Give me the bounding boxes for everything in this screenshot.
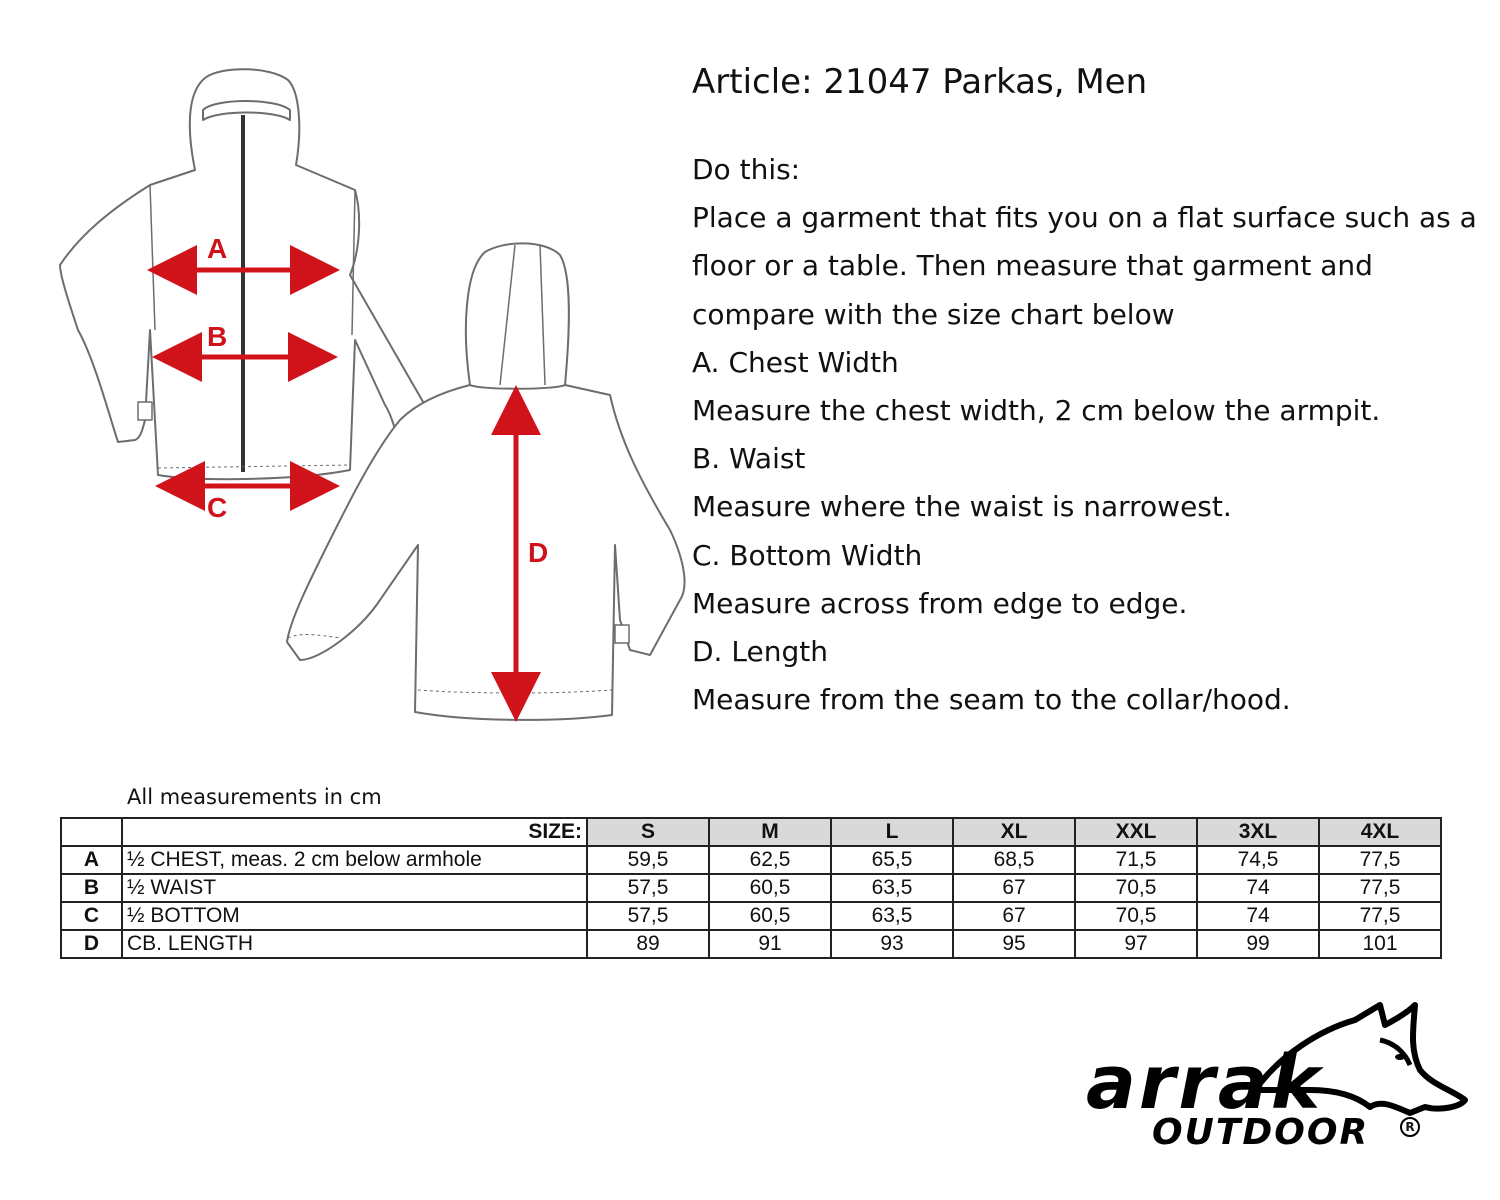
label-d: D: [528, 537, 549, 568]
row-label: ½ WAIST: [122, 874, 587, 902]
table-cell: 74,5: [1197, 846, 1319, 874]
size-header-label: SIZE:: [122, 818, 587, 846]
chest-width-heading: A. Chest Width: [692, 345, 899, 379]
registered-mark: R: [1400, 1117, 1420, 1137]
logo-sub-text: OUTDOOR: [1152, 1112, 1370, 1153]
waist-heading: B. Waist: [692, 442, 806, 476]
row-code: A: [61, 846, 122, 874]
bottom-width-text: Measure across from edge to edge.: [692, 586, 1188, 620]
table-cell: 71,5: [1075, 846, 1197, 874]
table-cell: 77,5: [1319, 902, 1441, 930]
table-cell: 77,5: [1319, 846, 1441, 874]
label-c: C: [207, 492, 228, 523]
row-code: D: [61, 930, 122, 958]
instructions-intro-line: Place a garment that fits you on a flat surface such as a: [692, 201, 1477, 235]
size-chart-table: [60, 817, 1442, 959]
table-cell: 67: [953, 902, 1075, 930]
table-cell: 74: [1197, 874, 1319, 902]
row-label: CB. LENGTH: [122, 930, 587, 958]
table-cell: 74: [1197, 902, 1319, 930]
table-cell: 101: [1319, 930, 1441, 958]
table-cell: 62,5: [709, 846, 831, 874]
instructions-heading: Do this:: [692, 153, 801, 186]
table-cell: 70,5: [1075, 874, 1197, 902]
table-cell: 99: [1197, 930, 1319, 958]
table-cell: 68,5: [953, 846, 1075, 874]
instructions-intro-line: compare with the size chart below: [692, 297, 1175, 331]
table-cell: 97: [1075, 930, 1197, 958]
size-header: 4XL: [1319, 818, 1441, 846]
table-row: [61, 846, 1441, 874]
table-cell: 91: [709, 930, 831, 958]
label-b: B: [207, 321, 228, 352]
row-code: B: [61, 874, 122, 902]
table-cell: 70,5: [1075, 902, 1197, 930]
table-cell: 95: [953, 930, 1075, 958]
instructions-panel: [692, 58, 1482, 724]
table-cell: 57,5: [587, 902, 709, 930]
parka-measurement-diagram: [0, 0, 690, 740]
row-label: ½ CHEST, meas. 2 cm below armhole: [122, 846, 587, 874]
table-cell: 59,5: [587, 846, 709, 874]
table-row: [61, 902, 1441, 930]
instructions-intro-line: floor or a table. Then measure that garment and: [692, 249, 1373, 283]
article-title: Article: 21047 Parkas, Men: [692, 62, 1148, 102]
logo-brand-text: arrak: [1086, 1040, 1324, 1126]
front-jacket-drawing: [60, 69, 446, 479]
chest-width-text: Measure the chest width, 2 cm below the armpit.: [692, 394, 1381, 428]
table-cell: 60,5: [709, 874, 831, 902]
waist-text: Measure where the waist is narrowest.: [692, 490, 1232, 524]
table-header-row: [61, 818, 1441, 846]
size-header: XL: [953, 818, 1075, 846]
arrak-outdoor-logo: [1080, 995, 1470, 1165]
size-header: S: [587, 818, 709, 846]
table-cell: 89: [587, 930, 709, 958]
table-row: [61, 874, 1441, 902]
header-blank-cell: [61, 818, 122, 846]
bottom-width-heading: C. Bottom Width: [692, 538, 923, 572]
table-cell: 57,5: [587, 874, 709, 902]
length-text: Measure from the seam to the collar/hood.: [692, 683, 1291, 717]
size-header: XXL: [1075, 818, 1197, 846]
table-row: [61, 930, 1441, 958]
table-cell: 63,5: [831, 902, 953, 930]
row-code: C: [61, 902, 122, 930]
table-cell: 65,5: [831, 846, 953, 874]
row-label: ½ BOTTOM: [122, 902, 587, 930]
table-cell: 60,5: [709, 902, 831, 930]
size-header: L: [831, 818, 953, 846]
table-cell: 63,5: [831, 874, 953, 902]
table-cell: 93: [831, 930, 953, 958]
size-header: M: [709, 818, 831, 846]
table-cell: 77,5: [1319, 874, 1441, 902]
table-cell: 67: [953, 874, 1075, 902]
label-a: A: [207, 233, 228, 264]
units-note: All measurements in cm: [127, 785, 382, 809]
length-heading: D. Length: [692, 635, 828, 669]
size-header: 3XL: [1197, 818, 1319, 846]
